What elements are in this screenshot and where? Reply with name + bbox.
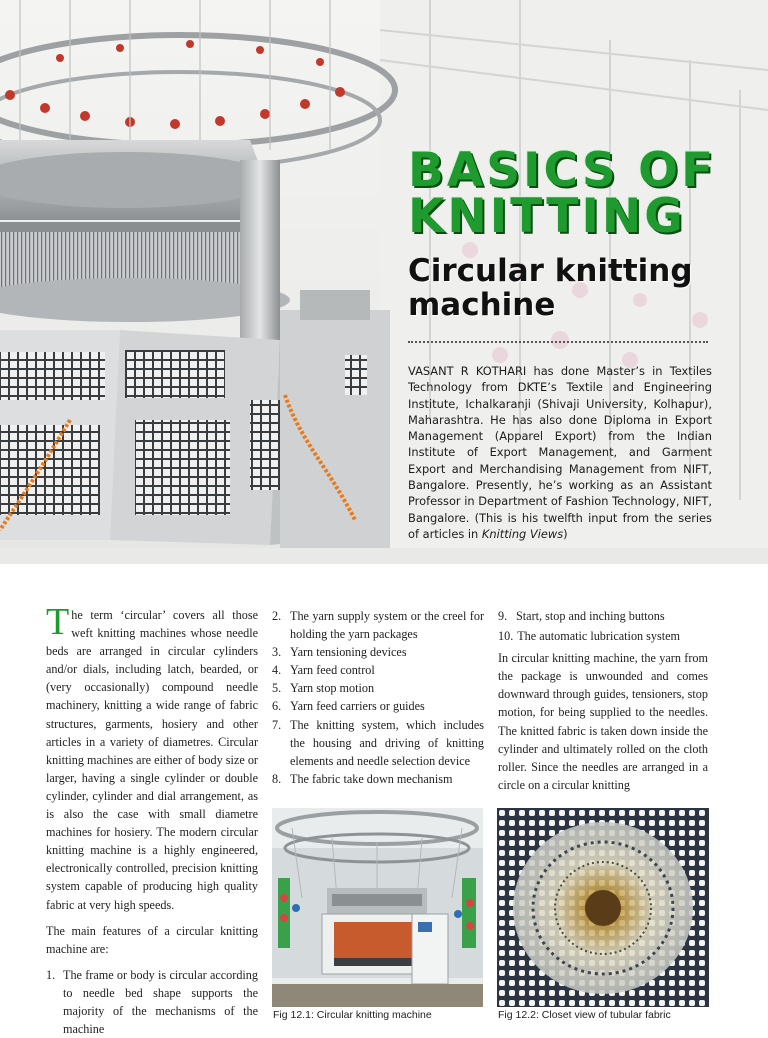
list-item-number: 7. bbox=[272, 717, 282, 732]
list-item-number: 1. bbox=[46, 967, 56, 982]
list-item bbox=[272, 643, 484, 661]
list-item-text: Yarn tensioning devices bbox=[290, 645, 407, 660]
list-item-text: Yarn feed control bbox=[290, 663, 375, 678]
title-block bbox=[408, 143, 748, 323]
figure-1-caption: Fig 12.1: Circular knitting machine bbox=[273, 1009, 432, 1021]
list-item-number: 6. bbox=[272, 699, 282, 714]
list-item-text: The frame or body is circular according to needle bed shape supports the majority of the mechanisms of the machine bbox=[63, 967, 258, 1037]
list-item bbox=[272, 716, 484, 770]
list-item bbox=[46, 966, 258, 1038]
features-list bbox=[272, 607, 484, 788]
column-2 bbox=[272, 607, 484, 788]
list-item-number: 4. bbox=[272, 663, 282, 678]
list-item-number: 2. bbox=[272, 609, 282, 623]
intro-text: he term ‘circular’ covers all those weft knitting machines whose needle beds are arranged in circular cylinders and/or dials, including latch, bearded, or (very occasionally) compound needle machinery, knitting a wide range of fabric structures, garments, hosiery and other articles in a variety of diametres. Circular knitting machines are either of body size or larger, having a single cylinder or double cylinder, cylinder and dial arrangement, as is also the case with small diametre machines for hosiery. The modern circular knitting machine is a highly engineered, electronically controlled, precision knitting system capable of producing high quality fabric at very high speeds. bbox=[46, 608, 258, 912]
main-title-line1: BASICS OF bbox=[408, 143, 717, 198]
main-title-line2: KNITTING bbox=[408, 189, 686, 244]
list-item-text: Start, stop and inching buttons bbox=[516, 609, 665, 623]
list-item bbox=[272, 607, 484, 643]
intro-paragraph bbox=[46, 601, 258, 914]
list-item-text: The knitting system, which includes the housing and driving of knitting elements and needle selection device bbox=[290, 717, 484, 768]
features-list-start bbox=[46, 966, 258, 1038]
column-3 bbox=[498, 607, 708, 802]
list-item-text: Yarn feed carriers or guides bbox=[290, 699, 425, 714]
list-item-number: 3. bbox=[272, 645, 282, 660]
closing-paragraph: In circular knitting machine, the yarn from the package is unwounded and comes downward through guides, tensioners, stop motion, for being supplied to the needles. The knitted fabric is taken down inside the cylinder and ultimately rolled on the cloth roller. Since the needles are arranged in a circle on a circular knitting bbox=[498, 651, 708, 792]
list-item-number: 10. bbox=[498, 629, 514, 644]
publication-name: Knitting Views bbox=[481, 526, 564, 541]
figure-tubular-fabric bbox=[497, 808, 709, 1007]
list-item-number: 5. bbox=[272, 681, 282, 696]
figure-2-caption: Fig 12.2: Closet view of tubular fabric bbox=[498, 1009, 671, 1021]
list-item bbox=[272, 679, 484, 697]
list-item-text: The fabric take down mechanism bbox=[290, 771, 453, 786]
list-item-text: The automatic lubrication system bbox=[517, 629, 681, 644]
author-bio-tail: ) bbox=[563, 526, 568, 541]
list-item-number: 9. bbox=[498, 609, 508, 623]
column-1 bbox=[46, 601, 258, 1038]
title-divider bbox=[408, 341, 708, 343]
author-bio bbox=[408, 363, 712, 542]
figure-circular-knitting-machine bbox=[272, 808, 483, 1007]
author-bio-text: VASANT R KOTHARI has done Master’s in Textiles Technology from DKTE’s Textile and Engineering Institute, Ichalkaranji (Shivaji University, Kolhapur), Maharashtra. He has also done Diploma in Export Management (Apparel Export) from the Indian Institute of Export Management, and Garment Export and Merchandising Management from NIFT, Bangalore. Presently, he’s working as an Assistant Professor in Department of Fashion Technology, NIFT, Bangalore. (This is his twelfth input from the series of articles in bbox=[408, 364, 712, 541]
list-item-number: 8. bbox=[272, 771, 282, 786]
list-item bbox=[272, 661, 484, 679]
list-item bbox=[498, 607, 708, 625]
drop-cap: T bbox=[46, 601, 70, 643]
list-item bbox=[498, 627, 708, 645]
subtitle-line2: machine bbox=[408, 287, 556, 323]
subtitle-line1: Circular knitting bbox=[408, 253, 693, 289]
list-item bbox=[272, 697, 484, 715]
list-item-text: The yarn supply system or the creel for holding the yarn packages bbox=[290, 609, 484, 642]
list-item bbox=[272, 770, 484, 788]
features-list-end bbox=[498, 607, 708, 645]
features-intro: The main features of a circular knitting machine are: bbox=[46, 923, 258, 956]
list-item-text: Yarn stop motion bbox=[290, 681, 375, 696]
